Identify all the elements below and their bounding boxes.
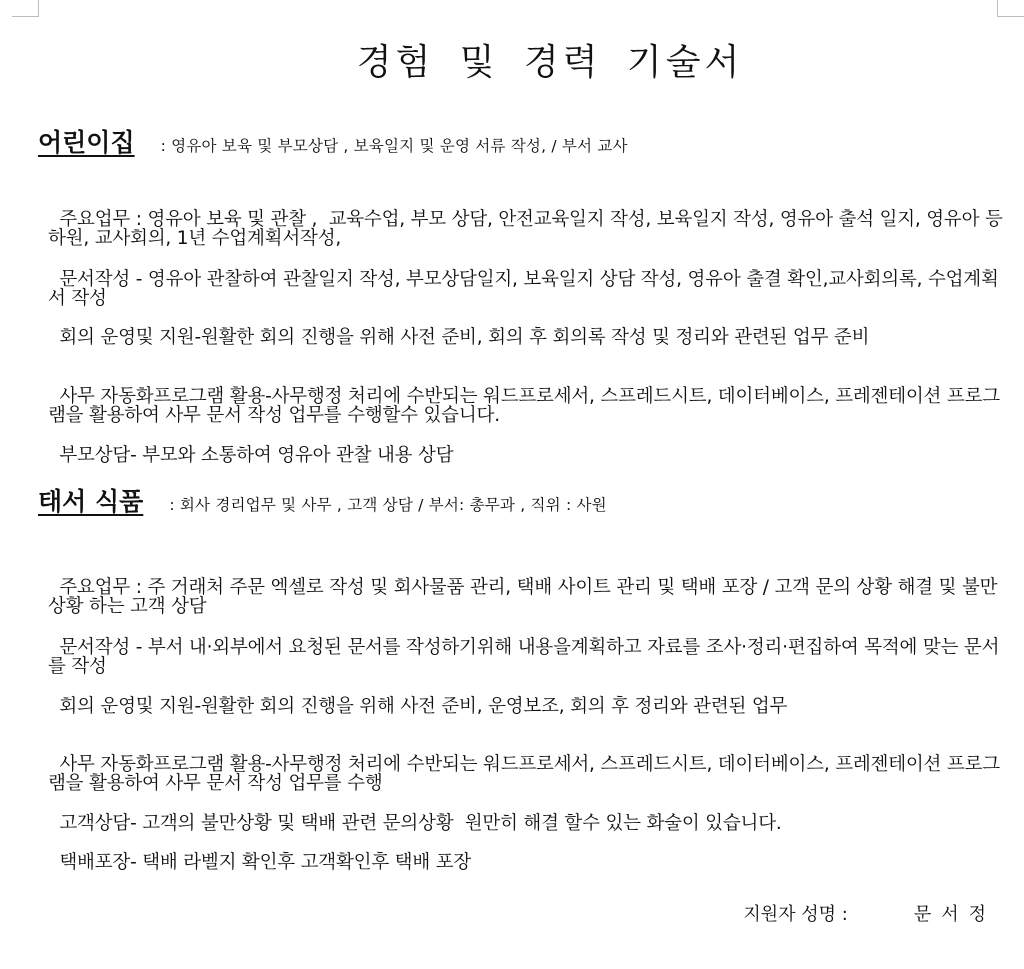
section-summary[interactable]: : 영유아 보육 및 부모상담 , 보육일지 및 운영 서류 작성, / 부서 교사 bbox=[160, 137, 628, 155]
paragraph-main-duties[interactable] bbox=[48, 191, 1008, 248]
paragraph-meeting-support[interactable] bbox=[48, 678, 1008, 716]
paragraph-parent-counseling[interactable] bbox=[48, 427, 1008, 465]
paragraph-label: 고객상담 bbox=[59, 813, 131, 834]
paragraph-text: - 부모와 소통하여 영유아 관찰 내용 상담 bbox=[130, 445, 454, 466]
paragraph-office-automation[interactable] bbox=[48, 736, 1008, 793]
paragraph-text: - 영유아 관찰하여 관찰일지 작성, 부모상담일지, 보육일지 상담 작성, 영유아 출결 확인,교사회의록, 수업계획서 작성 bbox=[48, 269, 999, 309]
paragraph-main-duties[interactable] bbox=[48, 559, 1008, 616]
paragraph-text: - 택배 라벨지 확인후 고객확인후 택배 포장 bbox=[130, 852, 472, 873]
paragraph-document-writing[interactable] bbox=[48, 251, 1008, 308]
paragraph-label: 문서작성 bbox=[59, 269, 131, 290]
company-name[interactable]: 태서 식품 bbox=[38, 487, 144, 516]
company-name[interactable]: 어린이집 bbox=[38, 128, 135, 157]
paragraph-customer-counseling[interactable] bbox=[48, 795, 1008, 833]
paragraph-text: -원활한 회의 진행을 위해 사전 준비, 운영보조, 회의 후 정리와 관련된 업무 bbox=[194, 696, 788, 717]
paragraph-office-automation[interactable] bbox=[48, 368, 1008, 425]
applicant-name[interactable]: 문서정 bbox=[913, 904, 996, 925]
paragraph-text: -사무행정 처리에 수반되는 워드프로세서, 스프레드시트, 데이터베이스, 프레젠테이션 프로그램을 활용하여 사무 문서 작성 업무를 수행 bbox=[48, 754, 1000, 794]
paragraph-meeting-support[interactable] bbox=[48, 309, 1008, 347]
signature-line bbox=[743, 900, 996, 926]
document-title[interactable]: 경험 및 경력 기술서 bbox=[356, 42, 744, 83]
paragraph-label: 주요업무 bbox=[59, 209, 131, 230]
paragraph-label: 부모상담 bbox=[59, 445, 131, 466]
paragraph-label: 택배포장 bbox=[59, 852, 131, 873]
section-summary[interactable]: : 회사 경리업무 및 사무 , 고객 상담 / 부서: 총무과 , 직위 : 사원 bbox=[169, 496, 607, 514]
paragraph-label: 문서작성 bbox=[59, 637, 131, 658]
paragraph-label: 사무 자동화프로그램 활용 bbox=[59, 754, 266, 775]
paragraph-label: 회의 운영및 지원 bbox=[59, 696, 195, 717]
paragraph-parcel-packing[interactable] bbox=[48, 834, 1008, 872]
paragraph-label: 회의 운영및 지원 bbox=[59, 327, 195, 348]
paragraph-label: 사무 자동화프로그램 활용 bbox=[59, 386, 266, 407]
signature-label[interactable]: 지원자 성명 : bbox=[743, 904, 848, 925]
paragraph-document-writing[interactable] bbox=[48, 619, 1008, 676]
paragraph-text: -원활한 회의 진행을 위해 사전 준비, 회의 후 회의록 작성 및 정리와 관련된 업무 준비 bbox=[194, 327, 870, 348]
paragraph-text: - 고객의 불만상황 및 택배 관련 문의상황 원만히 해결 할수 있는 화술이 있습니다. bbox=[130, 813, 782, 834]
paragraph-text: : 주 거래처 주문 엑셀로 작성 및 회사물품 관리, 택배 사이트 관리 및 택배 포장 / 고객 문의 상황 해결 및 불만상황 하는 고객 상담 bbox=[48, 577, 998, 617]
paragraph-text: - 부서 내·외부에서 요청된 문서를 작성하기위해 내용을계획하고 자료를 조사·정리·편집하여 목적에 맞는 문서를 작성 bbox=[48, 637, 1000, 677]
page-corner-mark-left bbox=[12, 0, 39, 17]
paragraph-label: 주요업무 bbox=[59, 577, 131, 598]
paragraph-text: -사무행정 처리에 수반되는 워드프로세서, 스프레드시트, 데이터베이스, 프레젠테이션 프로그램을 활용하여 사무 문서 작성 업무를 수행할수 있습니다. bbox=[48, 386, 1000, 426]
paragraph-text: : 영유아 보육 및 관찰 , 교육수업, 부모 상담, 안전교육일지 작성, 보육일지 작성, 영유아 출석 일지, 영유아 등하원, 교사회의, 1년 수업계획서작성, bbox=[48, 209, 1003, 249]
section-header-taeseo-food bbox=[38, 487, 607, 520]
page-corner-mark-right bbox=[997, 0, 1024, 17]
section-header-daycare bbox=[38, 128, 628, 161]
